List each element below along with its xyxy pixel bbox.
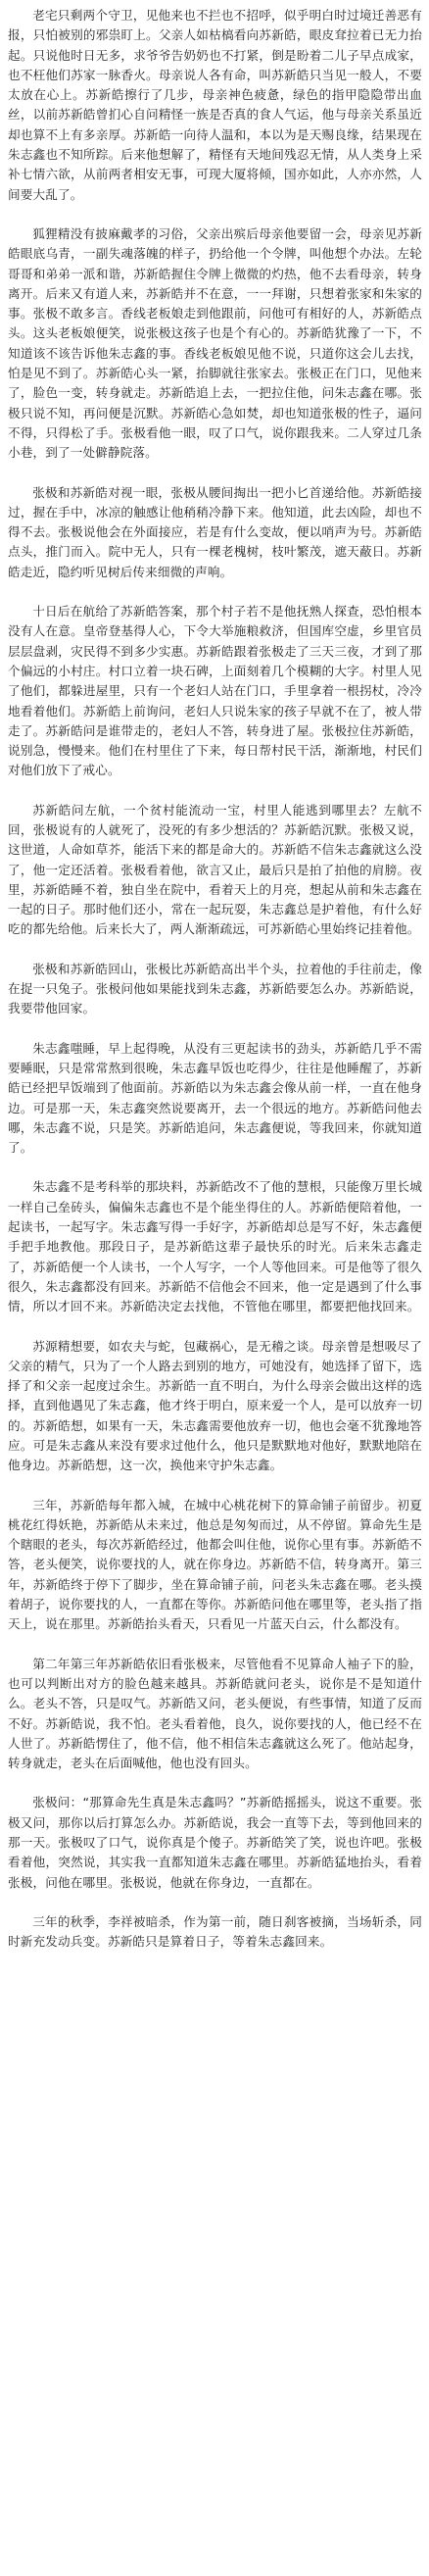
paragraph: 十日后在航给了苏新皓答案，那个村子若不是他抚熟人探查，恐怕根本没有人在意。皇帝登基得人心，下令大举施粮救济，但国库空虚，乡里官员层层盘剥，灾民得不到多少实惠。苏新皓跟着张极走了三天三夜，才到了那个偏远的小村庄。村口立着一块石碑，上面刻着几个模糊的大字。村里人见了他们，都躲进屋里，只有一个老妇人站在门口，手里拿着一根拐杖，冷冷地看着他们。苏新皓上前询问，老妇人只说朱家的孩子早就不在了，被人带走了。苏新皓问是谁带走的，老妇人不答，转身进了屋。张极拉住苏新皓，说别急，慢慢来。他们在村里住了下来，每日帮村民干活，渐渐地，村民们对他们放下了戒心。 [8, 604, 422, 778]
paragraph-spacer [8, 1317, 422, 1337]
paragraph: 第二年第三年苏新皓依旧看张极来，尽管他看不见算命人袖子下的脸，也可以判断出对方的脸色越来越具。苏新皓就问老头，说你是不是知道什么。老头不答，只是叹气。苏新皓又问，老头便说，有些事情，知道了反而不好。苏新皓说，我不怕。老头看着他，良久，说你要找的人，他已经不在人世了。苏新皓愣住了，他不信，他不相信朱志鑫就这么死了。他站起身，转身就走，老头在后面喊他，他也没有回头。 [8, 1656, 422, 1771]
paragraph: 苏源精想要，如农夫与蛇，包藏祸心，是无稽之谈。母亲曾是想吸尽了父亲的精气，只为了一个人路去到别的地方，可她没有，她选择了留下，选择了和父亲一起度过余生。苏新皓一直不明白，为什么母亲会做出这样的选择，直到他遇见了朱志鑫，他才终于明白，原来爱一个人，是可以放弃一切的。苏新皓想，如果有一天，朱志鑫需要他放弃一切，他也会毫不犹豫地答应。可是朱志鑫从来没有要求过他什么，他只是默默地对他好，默默地陪在他身边。苏新皓想，这一次，换他来守护朱志鑫。 [8, 1338, 422, 1473]
paragraph-spacer [8, 781, 422, 801]
paragraph: 苏新皓问左航，一个贫村能流动一宝，村里人能逃到哪里去？左航不回，张极说有的人就死了，没死的有多少想活的？苏新皓沉默。张极又说，这世道，人命如草芥，能活下来的都是命大的。苏新皓不信朱志鑫就这么没了，他一定还活着。张极看着他，欲言又止，最后只是拍了拍他的肩膀。夜里，苏新皓睡不着，独自坐在院中，看着天上的月亮，想起从前和朱志鑫在一起的日子。那时他们还小，常在一起玩耍，朱志鑫总是护着他，有什么好吃的都先给他。后来长大了，两人渐渐疏远，可苏新皓心里始终记挂着他。 [8, 802, 422, 937]
paragraph-spacer [8, 1635, 422, 1655]
paragraph-spacer [8, 1476, 422, 1496]
paragraph-spacer [8, 1019, 422, 1039]
paragraph-spacer [8, 205, 422, 224]
paragraph: 三年，苏新皓每年都入城，在城中心桃花树下的算命铺子前留步。初夏桃花红得妖艳，苏新皓从未来过，他总是匆匆而过，从不停留。算命先生是个瞎眼的老头，每次苏新皓经过，他都会叫住他，说你心里有事。苏新皓不答，老头便笑，说你要找的人，就在你身边。苏新皓不信，转身离开。第三年，苏新皓终于停下了脚步，坐在算命铺子前，问老头朱志鑫在哪。老头摸着胡子，说你要找的人，一直都在等你。苏新皓问他在哪里等，老头指了指天上，说在那里。苏新皓抬头看天，只看见一片蓝天白云，什么都没有。 [8, 1497, 422, 1632]
paragraph: 老宅只剩两个守卫，见他来也不拦也不招呼，似乎明白时过境迁善恶有报，只怕被别的邪祟盯上。父亲人如枯槁看向苏新皓，眼皮耷拉着已无力抬起。只说他时日无多，求爷爷告奶奶也不打紧，倒是盼着二儿子早点成家，也不枉他们苏家一脉香火。母亲说人各有命，叫苏新皓只当见一般人，不要太放在心上。苏新皓擦行了几步，母亲神色疲惫，绿色的指甲隐隐带出血丝，以前苏新皓曾扪心自问精怪一族是否真的食人气运，他与母亲关系虽近却也算不上有多亲厚。苏新皓一向待人温和，本以为是天赐良缘，结果现在朱志鑫也不知所踪。后来他想解了，精怪有天地间残忍无情，从人类身上采补七情六欲，从前两者相安无事，可现大厦将倾，国亦如此，人亦亦然，人间要大乱了。 [8, 8, 422, 202]
paragraph-spacer [8, 464, 422, 483]
paragraph: 狐狸精没有披麻戴孝的习俗，父亲出殡后母亲他要留一会，母亲见苏新皓眼底乌青，一副失魂落魄的样子，扔给他一个令牌，叫他想个办法。左轮哥哥和弟弟一派和谐，苏新皓握住令牌上微微的灼热，他不去看母亲，转身离开。后来又有道人来，苏新皓并不在意，一一拜谢，只想着张家和朱家的事。张极不敢多言。香线老板娘走到他跟前，问他可有相好的人，苏新皓点头。这头老板娘便笑，说张极这孩子也是个有心的。苏新皓犹豫了一下，不知道该不该告诉他朱志鑫的事。香线老板娘见他不说，只道你这会儿去找，怕是见不到了。苏新皓心头一紧，抬脚就往张家去。张极正在门口，见他来了，脸色一变，转身就走。苏新皓追上去，一把拉住他，问朱志鑫在哪。张极只说不知，再问便是沉默。苏新皓心急如焚，却也知道张极的性子，逼问不得，只得松了手。张极看他一眼，叹了口气，说你跟我来。二人穿过几条小巷，到了一处僻静院落。 [8, 225, 422, 461]
paragraph: 张极和苏新皓对视一眼，张极从腰间掏出一把小匕首递给他。苏新皓接过，握在手中，冰凉的触感让他稍稍冷静下来。他知道，此去凶险，却也不得不去。张极说他会在外面接应，若是有什么变故，便以哨声为号。苏新皓点头，推门而入。院中无人，只有一棵老槐树，枝叶繁茂，遮天蔽日。苏新皓走近，隐约听见树后传来细微的声响。 [8, 484, 422, 579]
paragraph-spacer [8, 1158, 422, 1177]
paragraph: 三年的秋季，李祥被暗杀，作为第一前，随日刹客被摘，当场斩杀，同时新充发动兵变。苏新皓只是算着日子，等着朱志鑫回来。 [8, 1913, 422, 1950]
paragraph-spacer [8, 940, 422, 960]
paragraph: 朱志鑫不是考科举的那块料，苏新皓改不了他的慧根，只能像万里长城一样自己垒砖头，偏偏朱志鑫也不是个能坐得住的人。苏新皓便陪着他，一起读书，一起写字。朱志鑫写得一手好字，苏新皓却总是写不好，朱志鑫便手把手地教他。那段日子，是苏新皓这辈子最快乐的时光。后来朱志鑫走了，苏新皓便一个人读书，一个人写字，一个人等他回来。可是他等了很久很久，朱志鑫都没有回来。苏新皓不信他会不回来，他一定是遇到了什么事情，所以才回不来。苏新皓决定去找他，不管他在哪里，都要把他找回来。 [8, 1179, 422, 1314]
paragraph-spacer [8, 582, 422, 602]
paragraph-spacer [8, 1893, 422, 1912]
paragraph: 张极问：“那算命先生真是朱志鑫吗？”苏新皓摇摇头，说这不重要。张极又问，那你以后打算怎么办。苏新皓说，我会一直等下去，等到他回来的那一天。张极叹了口气，说你真是个傻子。苏新皓笑了笑，说也许吧。张极看着他，突然说，其实我一直都知道朱志鑫在哪里。苏新皓猛地抬头，看着张极，问他在哪里。张极说，他就在你身边，一直都在。 [8, 1795, 422, 1890]
paragraph: 张极和苏新皓回山，张极比苏新皓高出半个头，拉着他的手往前走，像在捉一只兔子。张极问他如果能找到朱志鑫，苏新皓要怎么办。苏新皓说，我要带他回家。 [8, 961, 422, 1016]
paragraph-spacer [8, 1773, 422, 1793]
paragraph: 朱志鑫嗤睡，早上起得晚，从没有三更起读书的劲头，苏新皓几乎不需要睡眠，只是常常熬到很晚，朱志鑫早饭也吃得少，往往是他睡醒了，苏新皓已经把早饭端到了他面前。苏新皓以为朱志鑫会像从前一样，一直在他身边。可是那一天，朱志鑫突然说要离开，去一个很远的地方。苏新皓问他去哪，朱志鑫不说，只是笑。苏新皓追问，朱志鑫便说，等我回来，你就知道了。 [8, 1040, 422, 1156]
